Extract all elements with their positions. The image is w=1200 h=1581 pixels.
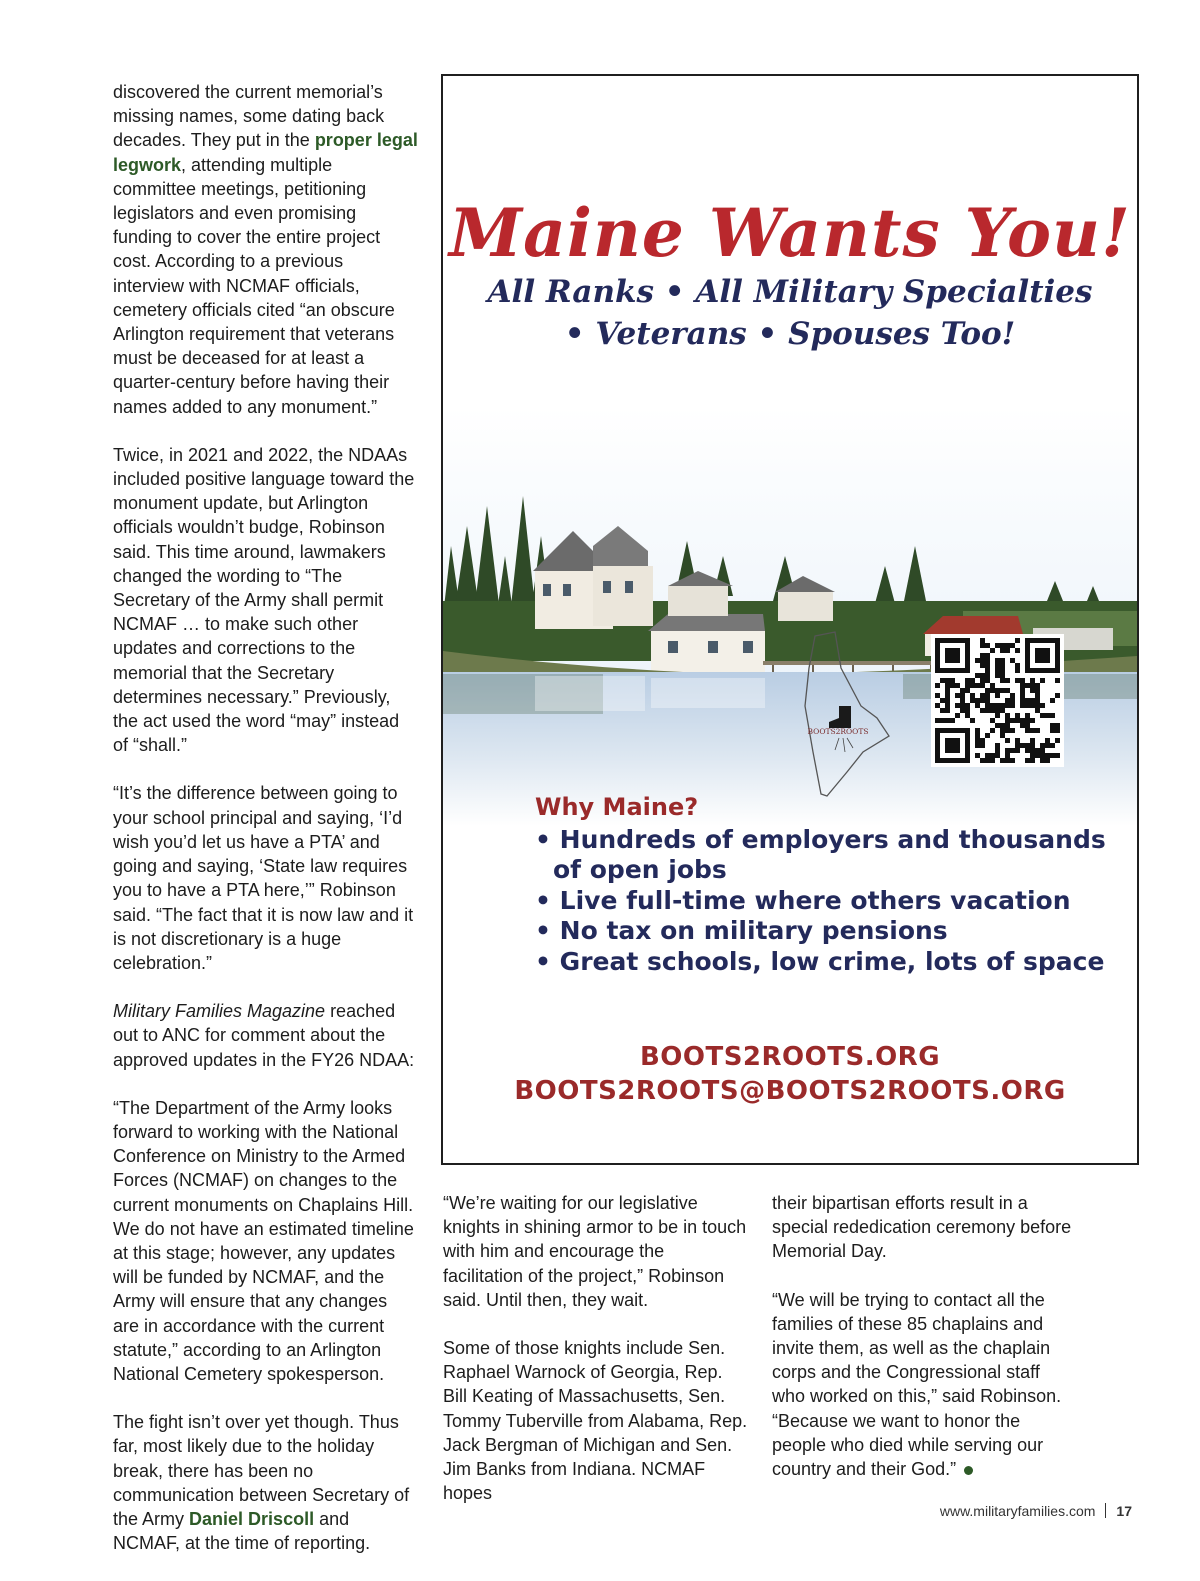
boots2roots-logo-text: BOOTS2ROOTS <box>807 727 869 736</box>
ad-subline-2: • Veterans • Spouses Too! <box>564 316 1016 352</box>
maine-harbor-photo <box>443 406 1137 826</box>
article-link[interactable]: Daniel Driscoll <box>189 1508 315 1529</box>
paragraph: their bipartisan efforts result in a special rededication ceremony before Memorial Day. <box>772 1193 1072 1262</box>
why-maine-title: Why Maine? <box>535 793 699 821</box>
paragraph-text: reached out to ANC for comment about the approved updates in the FY26 NDAA: <box>113 1001 415 1070</box>
ad-website-link[interactable]: BOOTS2ROOTS.ORG <box>639 1042 941 1072</box>
paragraph <box>113 1410 418 1555</box>
why-maine-item: • Hundreds of employers and thousands of open jobs <box>535 824 1106 884</box>
ad-headline: Maine Wants You! <box>449 194 1131 272</box>
footer-divider <box>1105 1503 1106 1518</box>
paragraph <box>772 1288 1077 1482</box>
paragraph-text: “The Department of the Army looks forward to working with the National Conference on Ministry to the Armed Forces (NCMAF) on changes to the current monuments on Chaplains Hill. We do not have an estimated timeline at this stage; however, any updates will be funded by NCMAF, and the Army will ensure that any changes are in accordance with the current statute,” according to an Arlington National Cemetery spokesperson. <box>113 1097 414 1384</box>
publication-name: Military Families Magazine <box>113 1001 326 1022</box>
paragraph-text: Twice, in 2021 and 2022, the NDAAs included positive language toward the monument update, but Arlington officials wouldn’t budge, Robinson said. This time around, lawmakers changed the wording to “The Secretary of the Army shall permit NCMAF … to make such other updates and corrections to the memorial that the Secretary determines necessary.” Previously, the act used the word “may” instead of “shall.” <box>113 444 415 756</box>
page-number: 17 <box>1116 1503 1132 1519</box>
paragraph <box>113 443 418 758</box>
paragraph-text: “We will be trying to contact all the families of these 85 chaplains and invite them, as well as the chaplain corps and the Congressional staff who worked on this,” said Robinson. “Because we want to honor the people who died while serving our country and their God.” <box>772 1289 1062 1480</box>
paragraph-text: and NCMAF, at the time of reporting. <box>113 1508 371 1554</box>
house-shed <box>648 614 765 673</box>
ad-email-link[interactable]: BOOTS2ROOTS@BOOTS2ROOTS.ORG <box>514 1076 1066 1106</box>
paragraph-text: “It’s the difference between going to your school principal and saying, ‘I’d wish you’d let us have a PTA’ and going and saying, ‘State law requires you to have a PTA here,’” Robinson said. “The fact that it is now law and it is not discretionary is a huge celebration.” <box>113 783 414 973</box>
paragraph: Some of those knights include Sen. Raphael Warnock of Georgia, Rep. Bill Keating of Massachusetts, Sen. Tommy Tuberville from Alabama, Rep. Jack Bergman of Michigan and Sen. Jim Banks from Indiana. NCMAF hopes <box>443 1338 748 1504</box>
paragraph <box>113 80 418 419</box>
article-middle-column <box>443 1191 748 1529</box>
paragraph-text: discovered the current memorial’s missing names, some dating back decades. They put in the <box>113 82 385 151</box>
advertisement <box>441 74 1139 1165</box>
qr-code[interactable] <box>931 634 1064 767</box>
paragraph <box>113 999 418 1072</box>
why-maine-list <box>535 792 1125 977</box>
article-left-column <box>113 80 418 1579</box>
why-maine-item: • No tax on military pensions <box>535 916 948 945</box>
ad-subline-1: All Ranks • All Military Specialties <box>487 274 1093 310</box>
article-right-column <box>772 1191 1077 1505</box>
why-maine-item: • Live full-time where others vacation <box>535 885 1071 915</box>
paragraph <box>113 1096 418 1386</box>
end-of-article-icon <box>964 1466 973 1475</box>
paragraph: “We’re waiting for our legislative knights in shining armor to be in touch with him and encourage the facilitation of the project,” Robinson said. Until then, they wait. <box>443 1193 747 1310</box>
page-footer <box>940 1503 1132 1519</box>
paragraph-text: The fight isn’t over yet though. Thus far, most likely due to the holiday break, there has been no communication between Secretary of the Army <box>113 1412 410 1529</box>
article-link[interactable]: proper legal legwork <box>113 130 418 175</box>
why-maine-item: • Great schools, low crime, lots of space <box>535 946 1105 976</box>
footer-url[interactable]: www.militaryfamilies.com <box>939 1503 1096 1519</box>
paragraph-text: , attending multiple committee meetings, petitioning legislators and even promising funding to cover the entire project cost. According to a previous interview with NCMAF officials, cemetery officials cited “an obscure Arlington requirement that veterans must be deceased for at least a quarter-century before having their names added to any monument.” <box>113 154 395 417</box>
paragraph <box>113 781 418 975</box>
